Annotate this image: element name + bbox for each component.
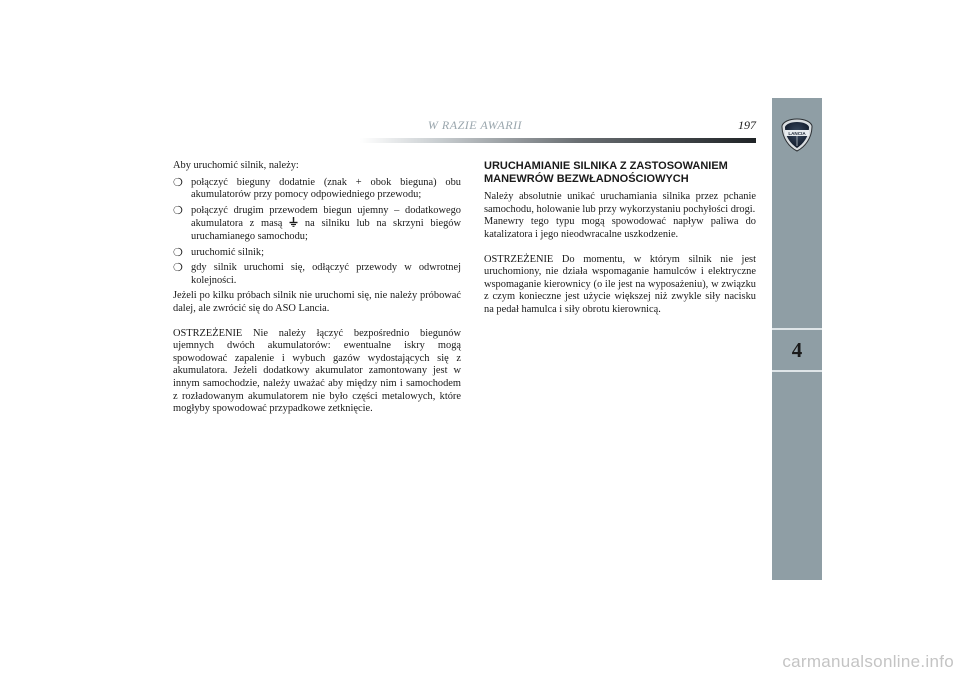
logo-text: LANCIA [788,130,806,136]
bullet-ring-icon: ❍ [173,246,183,259]
list-item [173,177,461,202]
bullet-ring-icon: ❍ [173,262,183,275]
warning-paragraph: OSTRZEŻENIE Nie należy łączyć bezpośrednio biegunów ujemnych dwóch akumulatorów: ewentualne iskry mogą spowodować zapalenie i wybuch gazów wydostających się z akumulatora. Jeżeli dodatkowy akumulator zamontowany jest w innym samochodzie, należy uważać aby między nim i samochodem z rozładowanym akumulatorem nie było części metalowych, które mogłyby spowodować przypadkowe zetknięcie. [173,327,461,415]
ground-symbol-icon [289,217,298,227]
lancia-shield-icon [781,118,813,152]
page-number: 197 [738,118,756,132]
left-column [173,160,461,416]
list-item [173,205,461,244]
retry-paragraph: Jeżeli po kilku próbach silnik nie uruchomi się, nie należy próbować dalej, ale zwrócić się do ASO Lancia. [173,290,461,314]
avoid-paragraph: Należy absolutnie unikać uruchamiania silnika przez pchanie samochodu, holowanie lub przy wykorzystaniu pochyłości drogi. [484,191,756,215]
section-heading: URUCHAMIANIE SILNIKA Z ZASTOSOWANIEM MANEWRÓW BEZWŁADNOŚCIOWYCH [484,160,728,185]
chapter-number: 4 [791,338,803,362]
section-title: W RAZIE AWARII [427,118,523,132]
warning-paragraph: OSTRZEŻENIE Do momentu, w którym silnik nie jest uruchomiony, nie działa wspomaganie hamulców i elektryczne wspomaganie kierownicy (o ile jest na wyposażeniu), w związku z czym konieczne jest użycie większej niż zwykle siły nacisku na pedał hamulca i siły obrotu kierownicą. [484,253,756,315]
intro-text: Aby uruchomić silnik, należy: [173,160,299,171]
catalyst-paragraph: Manewry tego typu mogą spowodować napływ paliwa do katalizatora i jego nieodwracalne uszkodzenie. [484,216,756,240]
bullet-ring-icon: ❍ [173,204,183,217]
list-item [173,247,461,260]
header-rule [360,138,756,143]
list-item-text: połączyć bieguny dodatnie (znak + obok bieguna) obu akumulatorów przy pomocy odpowiedniego przewodu; [191,176,461,201]
bullet-ring-icon: ❍ [173,176,183,189]
list-item-text-cont: na silniku lub na skrzyni biegów uruchamianego samochodu; [191,218,461,242]
list-item-text: gdy silnik uruchomi się, odłączyć przewody w odwrotnej kolejności. [191,262,461,286]
chapter-sidebar [772,98,822,580]
watermark: carmanualsonline.info [782,652,954,671]
list-item-text: połączyć drugim przewodem biegun ujemny – dodatkowego akumulatora z masą [191,204,461,230]
sidebar-divider-bottom [772,370,822,372]
list-item-text: uruchomić silnik; [191,246,265,258]
list-item [173,262,461,287]
sidebar-divider-top [772,328,822,330]
right-column [484,160,756,317]
